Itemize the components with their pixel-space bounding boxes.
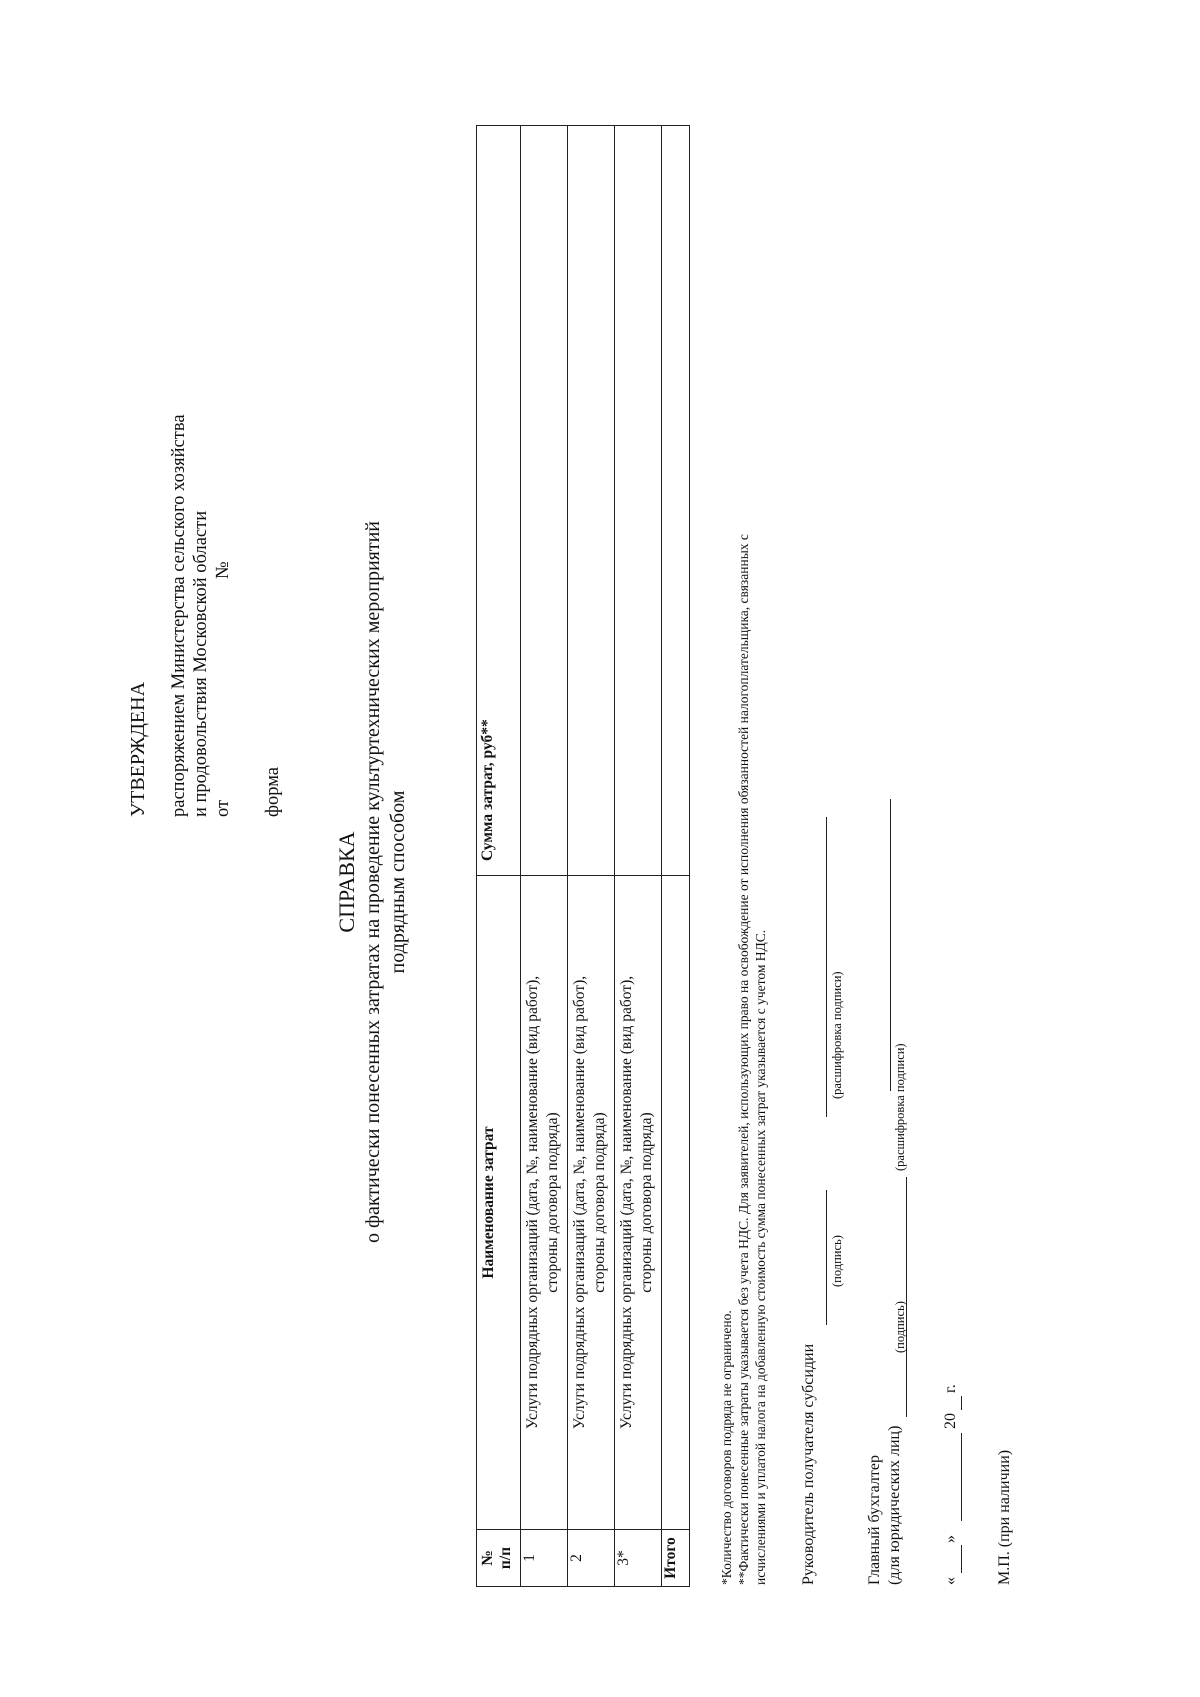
total-label: Итого (662, 1530, 690, 1587)
approval-heading: УТВЕРЖДЕНА (127, 681, 149, 817)
row-cost-sum (615, 126, 662, 876)
row-cost-name-line-2: стороны договора подряда) (544, 1112, 561, 1293)
header-cost-sum: Сумма затрат, руб** (477, 126, 521, 876)
head-signature-caption: (подпись) (830, 1235, 844, 1287)
document-subtitle-line-2: подрядным способом (387, 790, 409, 974)
costs-table (476, 125, 690, 1587)
header-cost-name: Наименование затрат (477, 876, 521, 1530)
form-label: форма (263, 767, 283, 817)
accountant-signature-caption: (подпись) (893, 1301, 907, 1353)
date-month-line (961, 1433, 962, 1521)
row-cost-name (568, 876, 615, 1530)
head-decode-caption: (расшифровка подписи) (830, 971, 844, 1099)
row-cost-name-line-1: Услуги подрядных организаций (дата, №, наименование (вид работ), (618, 975, 635, 1430)
head-decode-line (826, 817, 827, 1117)
footnote-2-line-2: исчислениями и уплатой налога на добавленную стоимость сумма понесенных затрат указывается с учетом НДС. (753, 929, 768, 1585)
approval-line-1: распоряжением Министерства сельского хозяйства (169, 414, 189, 817)
row-cost-name-line-1: Услуги подрядных организаций (дата, №, наименование (вид работ), (571, 975, 588, 1430)
stamp-note: М.П. (при наличии) (996, 1449, 1013, 1585)
accountant-decode-caption: (расшифровка подписи) (893, 1043, 907, 1171)
date-year-prefix: 20 (942, 1413, 959, 1429)
row-cost-name (615, 876, 662, 1530)
header-number-line-2: п/п (497, 1546, 514, 1570)
header-number-line-1: № (479, 1550, 496, 1566)
row-number: 2 (568, 1530, 615, 1587)
accountant-note: (для юридических лиц) (886, 1425, 903, 1585)
row-cost-name-line-2: стороны договора подряда) (591, 1112, 608, 1293)
approval-line-2: и продовольствия Московской области (191, 510, 211, 817)
row-number: 1 (521, 1530, 568, 1587)
accountant-signature-line (906, 1177, 907, 1417)
row-cost-sum (568, 126, 615, 876)
accountant-label: Главный бухгалтер (866, 1455, 883, 1585)
date-year-line (961, 1396, 962, 1410)
row-cost-sum (521, 126, 568, 876)
table-row (615, 126, 662, 1587)
accountant-decode-line (890, 799, 891, 1091)
head-signature-line (826, 1190, 827, 1325)
row-cost-name-line-1: Услуги подрядных организаций (дата, №, наименование (вид работ), (524, 975, 541, 1430)
document-title: СПРАВКА (334, 831, 359, 933)
total-name-cell (662, 876, 690, 1530)
header-number (477, 1530, 521, 1587)
table-header-row (477, 126, 521, 1587)
footnote-1: *Количество договоров подряда не ограничено. (719, 1310, 734, 1585)
date-open-quote: « (942, 1577, 959, 1585)
date-day-line (961, 1545, 962, 1573)
footnote-2-line-1: **Фактически понесенные затраты указывается без учета НДС. Для заявителей, использующих право на освобождение от исполнения обязанностей налогоплательщика, связанных с (736, 534, 751, 1585)
row-cost-name-line-2: стороны договора подряда) (638, 1112, 655, 1293)
row-number: 3* (615, 1530, 662, 1587)
document-subtitle-line-1: о фактически понесенных затратах на проведение культуртехнических мероприятий (362, 521, 384, 1243)
date-year-suffix: г. (942, 1384, 959, 1393)
approval-from-label: от (213, 799, 233, 817)
date-close-quote: » (942, 1535, 959, 1543)
total-value (662, 126, 690, 876)
row-cost-name (521, 876, 568, 1530)
table-row (521, 126, 568, 1587)
approval-number-label: № (213, 561, 233, 579)
table-total-row (662, 126, 690, 1587)
head-signature-label: Руководитель получателя субсидии (800, 1343, 817, 1585)
table-row (568, 126, 615, 1587)
